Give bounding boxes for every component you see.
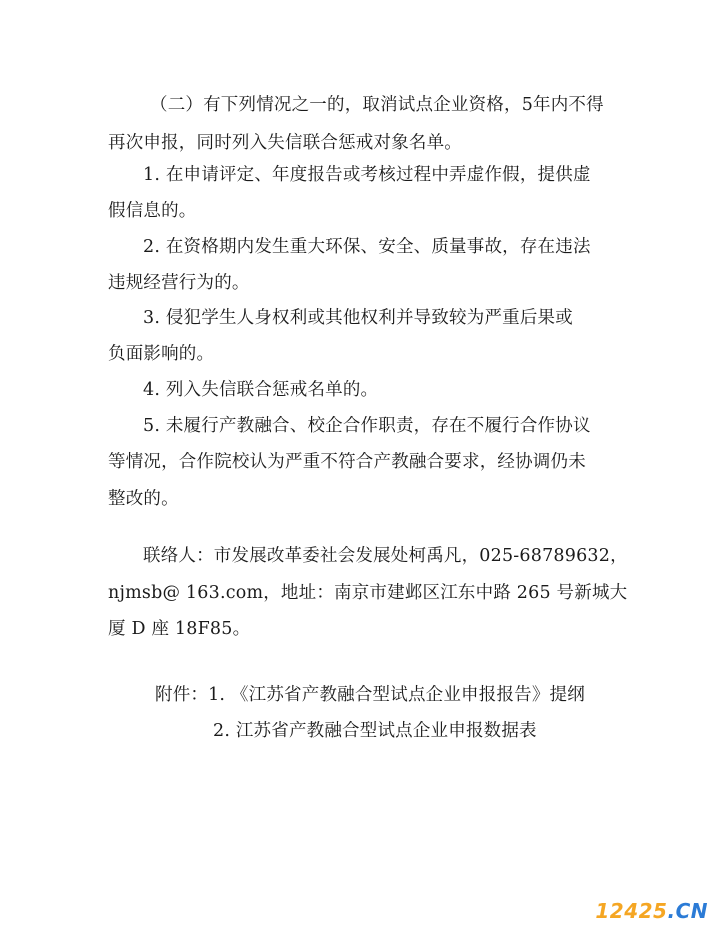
section-heading-line-1: （二）有下列情况之一的，取消试点企业资格，5年内不得 (150, 95, 604, 115)
item-5-line-3: 整改的。 (108, 489, 179, 509)
contact-line-1: 联络人：市发展改革委社会发展处柯禹凡，025-68789632， (143, 546, 628, 566)
item-2-line-2: 违规经营行为的。 (108, 273, 250, 293)
item-5-line-1: 5. 未履行产教融合、校企合作职责，存在不履行合作协议 (143, 416, 591, 436)
item-1-line-2: 假信息的。 (108, 201, 197, 221)
item-5-line-2: 等情况，合作院校认为严重不符合产教融合要求，经协调仍未 (108, 452, 586, 472)
item-4-line-1: 4. 列入失信联合惩戒名单的。 (143, 380, 379, 400)
item-3-line-2: 负面影响的。 (108, 344, 215, 364)
item-1-line-1: 1. 在申请评定、年度报告或考核过程中弄虚作假，提供虚 (143, 165, 591, 185)
site-watermark (595, 899, 708, 923)
section-heading-line-2: 再次申报，同时列入失信联合惩戒对象名单。 (108, 133, 462, 153)
item-2-line-1: 2. 在资格期内发生重大环保、安全、质量事故，存在违法 (143, 237, 591, 257)
contact-line-2: njmsb@ 163.com，地址：南京市建邺区江东中路 265 号新城大 (108, 583, 628, 603)
attachment-line-2: 2. 江苏省产教融合型试点企业申报数据表 (213, 721, 537, 741)
watermark-domain: .CN (667, 899, 708, 923)
contact-line-3: 厦 D 座 18F85。 (108, 619, 251, 639)
attachment-line-1: 附件：1. 《江苏省产教融合型试点企业申报报告》提纲 (155, 685, 585, 705)
watermark-number: 12425 (595, 899, 668, 923)
item-3-line-1: 3. 侵犯学生人身权利或其他权利并导致较为严重后果或 (143, 308, 573, 328)
